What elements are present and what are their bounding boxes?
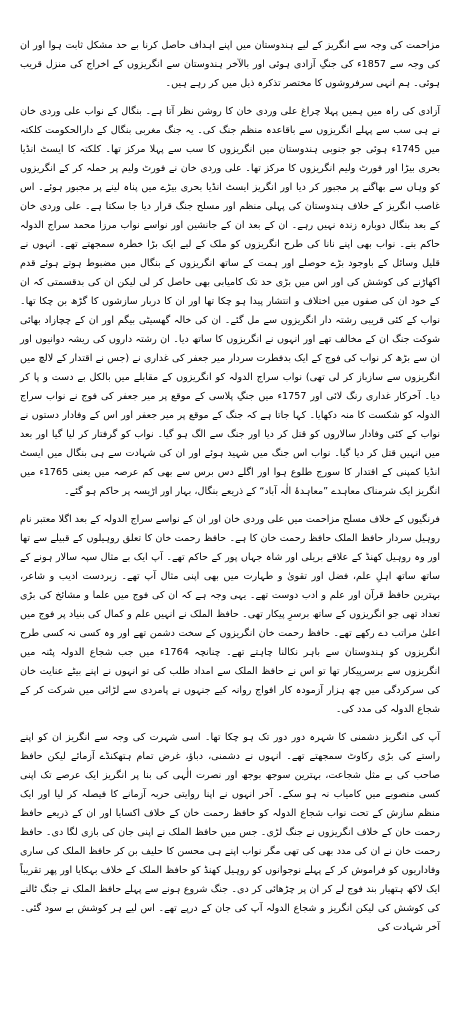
paragraph-british-conspiracy: آپ کی انگریز دشمنی کا شہرہ دور دور تک ہو چکا تھا۔ اسی شہرت کی وجہ سے انگریز ان کو اپنے راستے کی بڑی رکاوٹ سمجھتے تھے۔ انہوں نے دشمنی، دباؤ، غرض تمام ہتھکنڈے آزمائے لیکن حافظ صاحب کی بے مثل شجاعت، بہترین سوجھ بوجھ اور نصرت الٰہی کی بنا پر انگریز ایک عرصے تک اپنی کسی منصوبے میں کامیاب نہ ہو سکے۔ آخر انہوں نے اپنا روایتی حربہ آزمانے کا فیصلہ کر لیا اور ایک منظم سازش کے تحت نواب شجاع الدولہ کو حافظ رحمت خان کے خلاف اکسایا اور ان کے ذریعے حافظ رحمت خان کے خلاف انگریزوں نے جنگ لڑی۔ جس میں حافظ الملک نے اپنی جان کی بازی لگا دی۔ حافظ رحمت خان نے ان کی مدد بھی کی تھی مگر نواب اپنے ہی محسن کا حلیف بن کر حافظ الملک کی ساری وفاداریوں کو فراموش کر کے پہلے نوجوانوں کو روہیل کھنڈ کو حافظ الملک کے خلاف بہکایا اور پھر تقریباً ایک لاکھ ہتھیار بند فوج لے کر ان پر چڑھائی کر دی۔ جنگ شروع ہونے سے پہلے حافظ الملک نے جنگ ٹالنے کی کوشش کی لیکن انگریز و شجاع الدولہ آپ کی جان کے درپے تھے۔ اس لیے ہر کوشش بے سود گئی۔ آخر شہادت کی <box>20 732 440 933</box>
paragraph-hafiz-rahmat-khan: فرنگیوں کے خلاف مسلح مزاحمت میں علی وردی خان اور ان کے نواسے سراج الدولہ کے بعد اگلا معتبر نام روہیل سردار حافظ الملک حافظ رحمت خان کا ہے۔ حافظ رحمت خان کا تعلق روہیلوں کے قبیلے سے تھا اور وہ روہیل کھنڈ کے علاقے بریلی اور شاہ جہاں پور کے حاکم تھے۔ آپ ایک بے مثال سپہ سالار ہونے کے ساتھ ساتھ اہلِ علم، فضل اور تقویٰ و طہارت میں بھی اپنی مثال آپ تھے۔ زبردست ادیب و شاعر، بہترین حافظ قرآن اور علم و ادب دوست تھے۔ یہی وجہ ہے کہ ان کی فوج میں علما و مشائخ کی بڑی تعداد تھی جو انگریزوں کے ساتھ برسرِ پیکار تھی۔ حافظ الملک نے انہیں علم و کمال کی بنیاد پر فوج میں اعلیٰ مراتب دے رکھے تھے۔ حافظ رحمت خان انگریزوں کے سخت دشمن تھے اور وہ کسی نہ کسی طرح انگریزوں کو ہندوستان سے باہر نکالنا چاہتے تھے۔ چنانچہ 1764ء میں جب شجاع الدولہ پٹنہ میں انگریزوں سے برسرپیکار تھا تو اس نے حافظ الملک سے امداد طلب کی تو انہوں نے اپنے بیٹے عنایت خان کی سرکردگی میں چھ ہزار آزمودہ کار افواج روانہ کیے جنہوں نے پامردی سے لڑائی میں شرکت کر کے شجاع الدولہ کی مدد کی۔ <box>20 514 440 715</box>
paragraph-intro: مزاحمت کی وجہ سے انگریز کے لیے ہندوستان میں اپنے اہداف حاصل کرنا بے حد مشکل ثابت ہوا اور ان کی وجہ سے 1857ء کی جنگِ آزادی ہوئی اور بالآخر ہندوستان سے انگریزوں کے اخراج کی منزل قریب ہوئی۔ ہم انہی سرفروشوں کا مختصر تذکرہ ذیل میں کر رہے ہیں۔ <box>20 40 440 89</box>
paragraph-ali-wardi-khan: آزادی کی راہ میں ہمیں پہلا چراغ علی وردی خان کا روشن نظر آتا ہے۔ بنگال کے نواب علی وردی خان نے ہی سب سے پہلے انگریزوں سے باقاعدہ منظم جنگ کی۔ یہ جنگ مغربی بنگال کے دارالحکومت کلکتہ میں 1745ء ہوئی جو جنوبی ہندوستان میں انگریزوں کا سب سے پہلا مرکز تھا۔ کلکتہ کا ایسٹ انڈیا بحری بیڑا اور فورٹ ولیم انگریزوں کا مرکز تھا۔ علی وردی خان نے فورٹ ولیم پر حملہ کر کے انگریزوں کو وہاں سے بھاگنے پر مجبور کر دیا اور انگریز ایسٹ انڈیا بحری بیڑے میں پناہ لینے پر مجبور ہوئے۔ اس غاصب انگریز کے خلاف ہندوستان کی پہلی منظم اور مسلح جنگ قرار دیا جا سکتا ہے۔ علی وردی خان کے بعد بنگال دوبارہ زندہ نہیں رہے۔ ان کے بعد ان کے جانشین اور نواسے نواب مرزا محمد سراج الدولہ حاکم بنے۔ نواب بھی اپنے نانا کی طرح انگریزوں کو ملک کے لیے ایک بڑا خطرہ سمجھتے تھے۔ انہوں نے قلیل وسائل کے باوجود بڑے حوصلے اور ہمت کے ساتھ انگریزوں کے بنگال میں مضبوط ہوتے ہوئے قدم اکھاڑنے کی کوشش کی اور اس میں بڑی حد تک کامیابی بھی حاصل کر لی لیکن ان کی بدقسمتی کہ ان کے خود ان کی صفوں میں اختلاف و انتشار پیدا ہو چکا تھا اور ان کا دربار سازشوں کا گڑھ بن چکا تھا۔ نواب کے کئی قریبی رشتہ دار انگریزوں سے مل گئے۔ ان کی خالہ گھسیٹی بیگم اور ان کے چچازاد بھائی شوکت جنگ ان کے مخالف تھے اور انہوں نے انگریزوں کا ساتھ دیا۔ ان رشتہ داروں کی ریشہ دوانیوں اور ان سے بڑھ کر نواب کی فوج کے ایک بدفطرت سردار میر جعفر کی غداری نے (جس نے اقتدار کے لالچ میں انگریزوں سے سازباز کر لی تھی) نواب سراج الدولہ کو انگریزوں کے مقابلے میں بالکل بے دست و پا کر دیا۔ آخرکار غداری رنگ لائی اور 1757ء میں جنگِ پلاسی کے موقع پر میر جعفر کی فوج نے نواب سراج الدولہ کو شکست کا منہ دکھایا۔ کہا جاتا ہے کہ جنگ کے موقع پر میر جعفر اور اس کے وفادار دستوں نے نواب کے کئی وفادار سالاروں کو قتل کر دیا اور جنگ سے الگ ہو گیا۔ نواب کو گرفتار کر لیا گیا اور بعد میں انہیں قتل کر دیا گیا۔ نواب اس جنگ میں شہید ہوئے اور ان کی شہادت سے ہی بنگال میں ایسٹ انڈیا کمپنی کے اقتدار کا سورج طلوع ہوا اور اگلے دس برس سے بھی کم عرصہ میں یعنی 1765ء میں انگریز ایک شرمناک معاہدے ”معاہدۂ الٰہ آباد“ کے ذریعے بنگال، بہار اور اڑیسہ پر حاکم ہو گئے۔ <box>20 106 440 497</box>
